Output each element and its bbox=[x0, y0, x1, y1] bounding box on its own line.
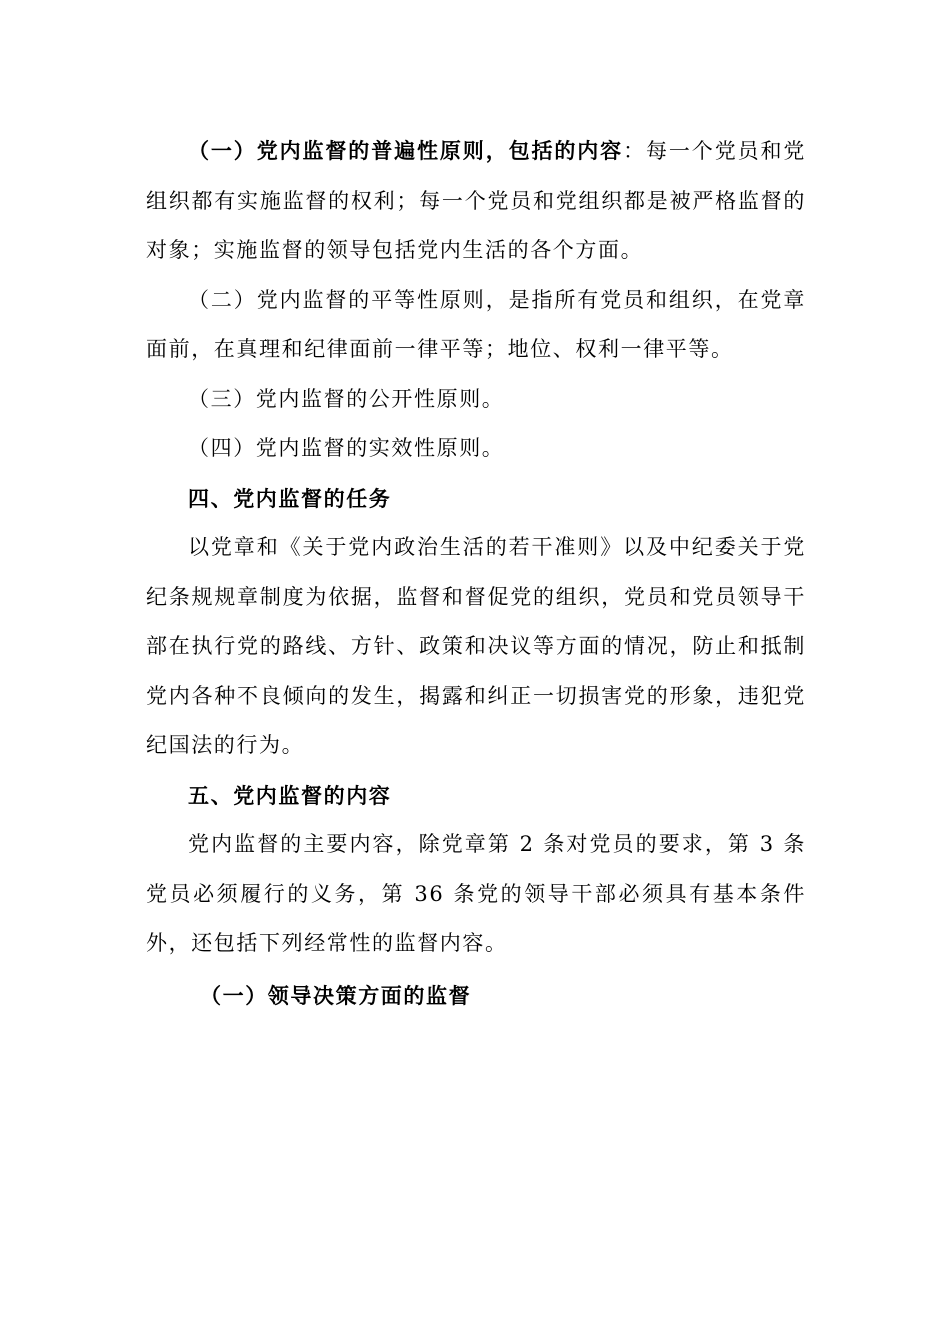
subsection-heading-decision-supervision: （一）领导决策方面的监督 bbox=[200, 982, 472, 1008]
section-heading-tasks: 四、党内监督的任务 bbox=[188, 485, 392, 511]
document-body bbox=[146, 126, 806, 1020]
paragraph-heading-universality: （一）党内监督的普遍性原则，包括的内容 bbox=[188, 138, 624, 163]
paragraph-contents: 党内监督的主要内容，除党章第 2 条对党员的要求，第 3 条党员必须履行的义务，第 36 条党的领导干部必须具有基本条件外，还包括下列经常性的监督内容。 bbox=[146, 832, 806, 955]
paragraph-text-universality: ：每一个党员和党组织都有实施监督的权利；每一个党员和党组织都是被严格监督的对象；实施监督的领导包括党内生活的各个方面。 bbox=[146, 139, 806, 262]
paragraph-openness-principle: （三）党内监督的公开性原则。 bbox=[188, 386, 505, 411]
paragraph-universality-principle bbox=[146, 126, 806, 276]
paragraph-effectiveness-principle: （四）党内监督的实效性原则。 bbox=[188, 436, 505, 460]
paragraph-tasks: 以党章和《关于党内政治生活的若干准则》以及中纪委关于党纪条规规章制度为依据，监督和督促党的组织，党员和党员领导干部在执行党的路线、方针、政策和决议等方面的情况，防止和抵制党内各种不良倾向的发生，揭露和纠正一切损害党的形象，违犯党纪国法的行为。 bbox=[146, 535, 806, 757]
paragraph-equality-principle: （二）党内监督的平等性原则，是指所有党员和组织，在党章面前，在真理和纪律面前一律平等；地位、权利一律平等。 bbox=[146, 287, 806, 361]
section-heading-contents: 五、党内监督的内容 bbox=[188, 782, 392, 808]
